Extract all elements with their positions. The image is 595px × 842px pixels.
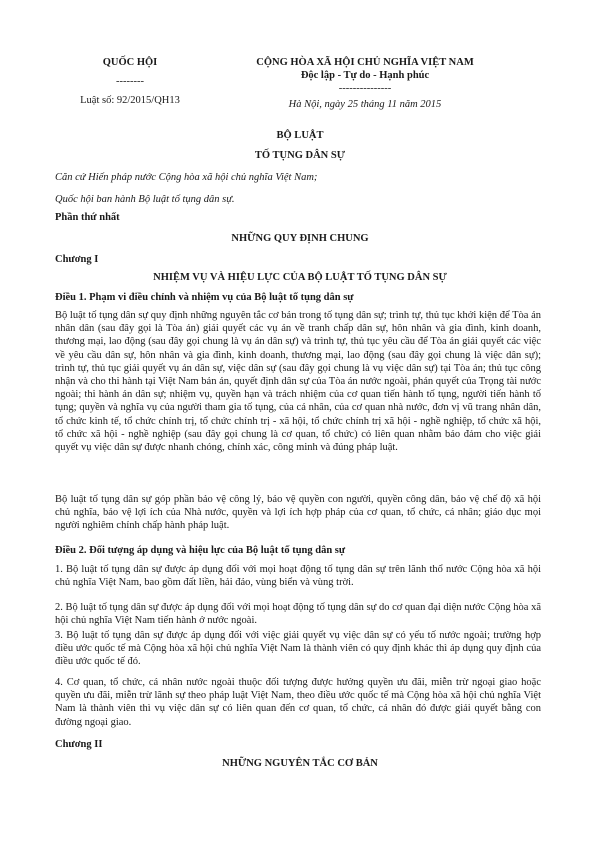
preamble-enactment: Quốc hội ban hành Bộ luật tố tụng dân sự. xyxy=(55,194,235,205)
article-2-clause-3: 3. Bộ luật tố tụng dân sự được áp dụng đối với việc giải quyết vụ việc dân sự có yếu tố nước ngoài; trường hợp điều ước quốc tế mà Cộng hòa xã hội chủ nghĩa Việt Nam là thành viên có quy định khác thì áp dụng quy định của điều ước quốc tế đó. xyxy=(55,630,541,668)
part-title: NHỮNG QUY ĐỊNH CHUNG xyxy=(231,233,369,244)
article-2-clause-1: 1. Bộ luật tố tụng dân sự được áp dụng đối với mọi hoạt động tố tụng dân sự trên lãnh thổ nước Cộng hòa xã hội chủ nghĩa Việt Nam, bao gồm đất liền, hải đảo, vùng biển và vùng trời. xyxy=(55,564,541,589)
preamble-basis: Căn cứ Hiến pháp nước Cộng hòa xã hội chủ nghĩa Việt Nam; xyxy=(55,172,318,183)
law-number: Luật số: 92/2015/QH13 xyxy=(80,95,180,107)
chapter-2-label: Chương II xyxy=(55,739,103,750)
header-left xyxy=(55,56,205,108)
article-2-clause-4: 4. Cơ quan, tổ chức, cá nhân nước ngoài thuộc đối tượng được hưởng quyền ưu đãi, miễn trừ ngoại giao hoặc quyền ưu đãi, miễn trừ lãnh sự theo pháp luật Việt Nam, theo điều ước quốc tế mà Cộng hòa xã hội chủ nghĩa Việt Nam là thành viên thì vụ việc dân sự có liên quan đến cơ quan, tổ chức, cá nhân đó được giải quyết bằng con đường ngoại giao. xyxy=(55,677,541,728)
article-2-clause-2: 2. Bộ luật tố tụng dân sự được áp dụng đối với mọi hoạt động tố tụng dân sự do cơ quan đại diện nước Cộng hòa xã hội chủ nghĩa Việt Nam tiến hành ở nước ngoài. xyxy=(55,602,541,627)
document-title-line1: BỘ LUẬT xyxy=(276,130,324,141)
header-right-separator: --------------- xyxy=(338,83,392,95)
document-page xyxy=(55,0,545,842)
place-date: Hà Nội, ngày 25 tháng 11 năm 2015 xyxy=(288,98,442,110)
article-2-heading: Điều 2. Đối tượng áp dụng và hiệu lực của Bộ luật tố tụng dân sự xyxy=(55,545,346,556)
header-right xyxy=(185,56,545,111)
chapter-1-title: NHIỆM VỤ VÀ HIỆU LỰC CỦA BỘ LUẬT TỐ TỤNG DÂN SỰ xyxy=(153,272,447,283)
article-1-paragraph-2: Bộ luật tố tụng dân sự góp phần bảo vệ công lý, bảo vệ quyền con người, quyền công dân, bảo vệ chế độ xã hội chủ nghĩa, bảo vệ lợi ích của Nhà nước, quyền và lợi ích hợp pháp của cơ quan, tổ chức, cá nhân; giáo dục mọi người nghiêm chỉnh chấp hành pháp luật. xyxy=(55,494,541,532)
chapter-2-title: NHỮNG NGUYÊN TẮC CƠ BẢN xyxy=(222,758,378,769)
part-label: Phần thứ nhất xyxy=(55,212,120,223)
article-1-paragraph-1: Bộ luật tố tụng dân sự quy định những nguyên tắc cơ bản trong tố tụng dân sự; trình tự, thủ tục khởi kiện để Tòa án nhân dân (sau đây gọi là Tòa án) giải quyết các vụ án về tranh chấp dân sự, hôn nhân và gia đình, kinh doanh, thương mại, lao động (sau đây gọi chung là vụ án dân sự) và trình tự, thủ tục yêu cầu để Tòa án giải quyết các việc về yêu cầu dân sự, hôn nhân và gia đình, kinh doanh, thương mại, lao động (sau đây gọi chung là việc dân sự); trình tự, thủ tục giải quyết vụ án dân sự, việc dân sự (sau đây gọi chung là vụ việc dân sự) tại Tòa án; thủ tục công nhận và cho thi hành tại Việt Nam bản án, quyết định dân sự của Tòa án nước ngoài, phán quyết của Trọng tài nước ngoài; thi hành án dân sự; nhiệm vụ, quyền hạn và trách nhiệm của cơ quan tiến hành tố tụng, người tiến hành tố tụng; quyền và nghĩa vụ của người tham gia tố tụng, của cá nhân, của cơ quan nhà nước, đơn vị vũ trang nhân dân, tổ chức kinh tế, tổ chức chính trị, tổ chức chính trị - xã hội, tổ chức chính trị xã hội - nghề nghiệp, tổ chức xã hội, tổ chức xã hội - nghề nghiệp (sau đây gọi chung là cơ quan, tổ chức) có liên quan nhằm bảo đảm cho việc giải quyết vụ việc dân sự được nhanh chóng, chính xác, công minh và đúng pháp luật. xyxy=(55,310,541,454)
header-left-separator: -------- xyxy=(116,76,144,88)
issuing-body: QUỐC HỘI xyxy=(102,57,158,68)
chapter-1-label: Chương I xyxy=(55,254,99,265)
document-title-line2: TỐ TỤNG DÂN SỰ xyxy=(254,150,346,161)
article-1-heading: Điều 1. Phạm vi điều chỉnh và nhiệm vụ của Bộ luật tố tụng dân sự xyxy=(55,292,354,303)
country-name: CỘNG HÒA XÃ HỘI CHỦ NGHĨA VIỆT NAM xyxy=(256,57,474,68)
national-motto: Độc lập - Tự do - Hạnh phúc xyxy=(300,70,430,82)
